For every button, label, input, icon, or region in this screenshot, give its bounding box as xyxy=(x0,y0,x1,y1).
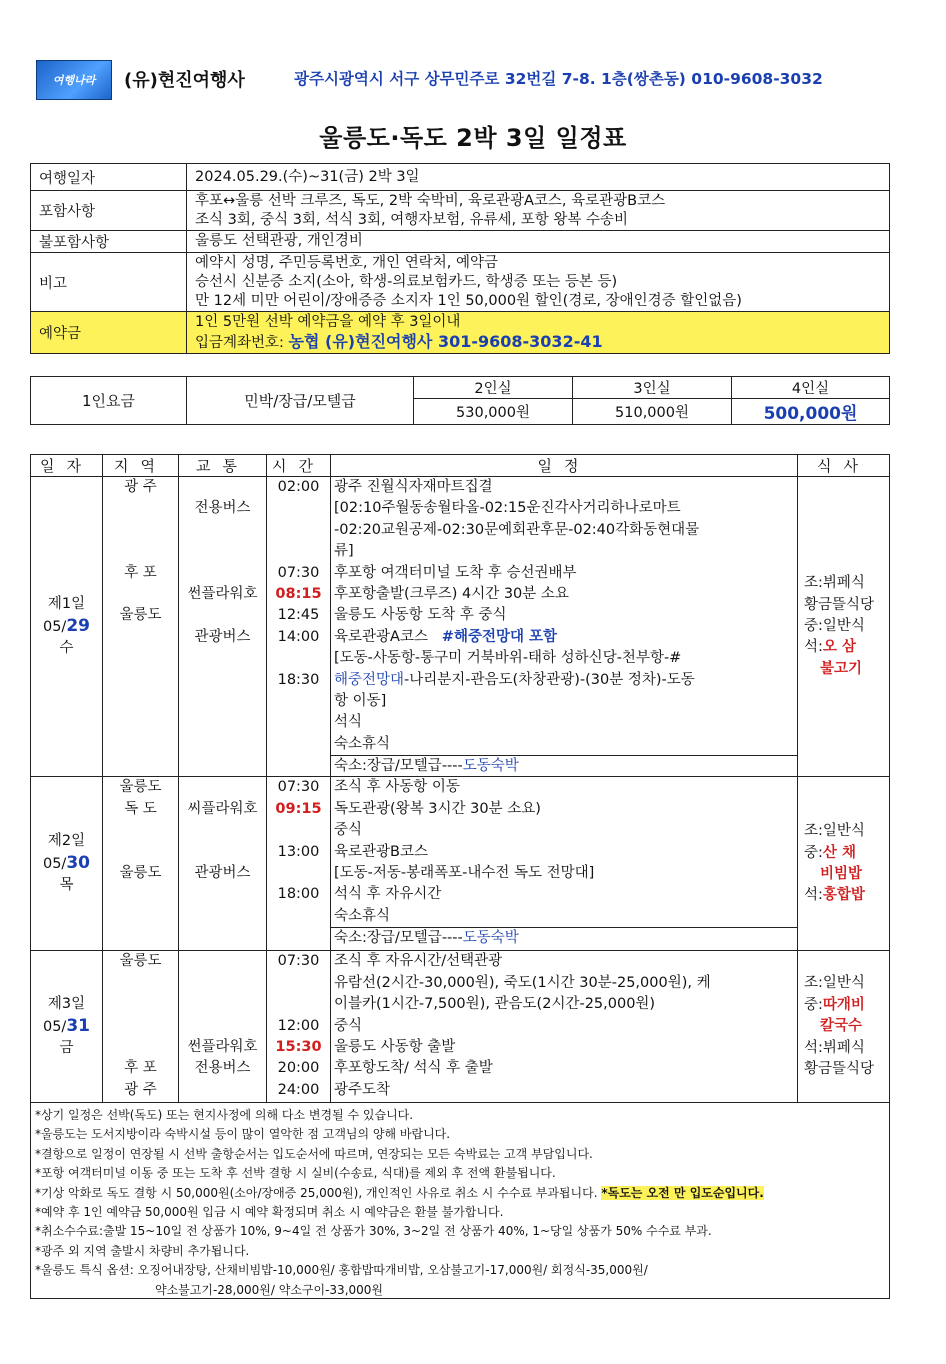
table-row-day1 xyxy=(31,477,890,777)
day2-times xyxy=(267,777,331,951)
itinerary-line: 이블카(1시간-7,500원), 관음도(2시간-25,000원) xyxy=(334,996,656,1013)
day2-regions xyxy=(103,777,179,951)
meal-special: 홍합밥 xyxy=(822,887,865,904)
room-2-price: 530,000원 xyxy=(414,399,573,425)
day2-date-value xyxy=(31,853,102,875)
itinerary-line: 울릉도 사동항 도착 후 중식 xyxy=(334,607,507,624)
meal-prefix: 석: xyxy=(804,639,823,656)
meal-special: 오 삼 xyxy=(822,639,856,656)
remarks-line: 예약시 성명, 주민등록번호, 개인 연락처, 예약금 xyxy=(195,254,499,271)
room-4-header: 4인실 xyxy=(732,377,890,399)
itinerary-line xyxy=(331,670,797,691)
note-line: *상기 일정은 선박(독도) 또는 현지사정에 의해 다소 변경될 수 있습니다. xyxy=(35,1108,414,1122)
region: 울릉도 xyxy=(119,953,162,970)
meal-special: 불고기 xyxy=(820,660,863,677)
included-label: 포함사항 xyxy=(31,191,187,231)
deposit-account-line xyxy=(195,332,889,353)
note-line: *예약 후 1인 예약금 50,000원 입금 시 예약 확정되며 취소 시 예약금은 환불 불가합니다. xyxy=(35,1205,504,1220)
note-line: *울릉도 특식 옵션: 오징어내장탕, 산채비빔밥-10,000원/ 홍합밥따개비밥, 오삼불고기-17,000원/ 회정식-35,000원/ xyxy=(35,1263,648,1278)
itinerary-line xyxy=(331,627,797,648)
lodging-place: 도동숙박 xyxy=(462,758,519,775)
company-logo xyxy=(36,60,112,100)
price-label: 1인요금 xyxy=(31,377,187,425)
itinerary-line: [도동-사동항-통구미 거북바위-태하 성하신당-천부항-# xyxy=(334,650,682,667)
region: 울릉도 xyxy=(119,779,162,796)
col-header-transport: 교통 xyxy=(179,455,267,477)
account-prefix: 입금계좌번호: xyxy=(195,334,289,351)
transport: 관광버스 xyxy=(194,865,251,882)
time: 07:30 xyxy=(277,953,320,970)
time: 18:00 xyxy=(277,886,320,903)
transport: 전용버스 xyxy=(194,1060,251,1077)
note-line: *결항으로 일정이 연장될 시 선박 출항순서는 입도순서에 따르며, 연장되는 모든 숙박료는 고객 부담입니다. xyxy=(35,1146,593,1161)
company-address: 광주시광역시 서구 상무민주로 32번길 7-8. 1층(쌍촌동) 010-9608-3032 xyxy=(294,70,823,88)
date-number: 30 xyxy=(66,852,90,873)
schedule-table xyxy=(30,454,890,1103)
meal: 조:일반식 xyxy=(804,975,865,992)
notes-box xyxy=(30,1103,890,1299)
room-3-header: 3인실 xyxy=(573,377,732,399)
itinerary-line: 숙소휴식 xyxy=(334,735,391,752)
meal-special: 따개비 xyxy=(822,996,865,1013)
time: 24:00 xyxy=(277,1081,320,1098)
course-highlight: #해중전망대 포함 xyxy=(441,628,558,645)
note-line xyxy=(35,1184,885,1203)
time: 08:15 xyxy=(275,585,322,602)
col-header-date: 일자 xyxy=(31,455,103,477)
remarks-line: 만 12세 미만 어린이/장애증증 소지자 1인 50,000원 할인(경로, 장애인경증 할인없음) xyxy=(195,292,742,309)
col-header-itinerary: 일정 xyxy=(331,455,798,477)
meal xyxy=(804,995,889,1016)
included-value xyxy=(187,191,890,231)
lodging-place: 도동숙박 xyxy=(462,930,519,947)
day2-weekday: 목 xyxy=(59,877,74,894)
date-number: 29 xyxy=(66,615,90,636)
course-rest: -나리분지-관음도(차창관광)-(30분 정차)-도동 xyxy=(404,671,695,688)
region: 후 포 xyxy=(124,1060,157,1077)
remarks-value xyxy=(187,253,890,312)
day3-date-value xyxy=(31,1016,102,1038)
meal-prefix: 석: xyxy=(804,887,823,904)
note-line: 약소불고기-28,000원/ 약소구이-33,000원 xyxy=(155,1282,384,1297)
course-highlight: 해중전망대 xyxy=(334,671,405,688)
info-table xyxy=(30,163,890,354)
time: 12:45 xyxy=(277,607,320,624)
time: 07:30 xyxy=(277,779,320,796)
included-line: 후포↔울릉 선박 크루즈, 독도, 2박 숙박비, 육로관광A코스, 육로관광B코스 xyxy=(195,192,666,209)
itinerary-line: 후포항출발(크루즈) 4시간 30분 소요 xyxy=(334,585,569,602)
meal: 황금뜰식당 xyxy=(804,1061,875,1078)
time: 20:00 xyxy=(277,1060,320,1077)
lodging-line xyxy=(331,755,797,776)
itinerary-line: 류] xyxy=(334,543,354,560)
date-prefix: 05/ xyxy=(42,618,67,635)
deposit-line: 1인 5만원 선박 예약금을 예약 후 3일이내 xyxy=(195,313,461,330)
table-row-day2 xyxy=(31,777,890,951)
day2-itinerary xyxy=(331,777,798,951)
note-text: *기상 악화로 독도 결항 시 50,000원(소아/장애증 25,000원), 개인적인 사유로 취소 시 수수료 부과됩니다. xyxy=(35,1185,602,1200)
col-header-time: 시간 xyxy=(267,455,331,477)
col-header-region: 지역 xyxy=(103,455,179,477)
itinerary-line: [도동-저동-봉래폭포-내수전 독도 전망대] xyxy=(334,865,595,882)
day2-date xyxy=(31,777,103,951)
included-line: 조식 3회, 중식 3회, 석식 3회, 여행자보험, 유류세, 포항 왕복 수송비 xyxy=(195,211,628,228)
itinerary-line: 조식 후 사동항 이동 xyxy=(334,779,460,796)
day2-meals xyxy=(798,777,890,951)
itinerary-line: 석식 후 자유시간 xyxy=(334,886,442,903)
day3-itinerary xyxy=(331,951,798,1103)
note-line: *취소수수료:출발 15~10일 전 상품가 10%, 9~4일 전 상품가 30%, 3~2일 전 상품가 40%, 1~당일 상품가 50% 수수료 부과. xyxy=(35,1224,712,1239)
transport: 씨플라워호 xyxy=(187,800,258,817)
time: 02:00 xyxy=(277,479,320,495)
note-highlight: *독도는 오전 만 입도순입니다. xyxy=(601,1185,764,1200)
col-header-meal: 식사 xyxy=(798,455,890,477)
day1-date-value xyxy=(31,616,102,638)
day3-weekday: 금 xyxy=(59,1040,74,1057)
deposit-value xyxy=(187,312,890,354)
region: 독 도 xyxy=(124,800,157,817)
meal-special: 칼국수 xyxy=(820,1018,863,1035)
room-2-header: 2인실 xyxy=(414,377,573,399)
day1-transport xyxy=(179,477,267,777)
day3-times xyxy=(267,951,331,1103)
time: 15:30 xyxy=(275,1039,322,1056)
day2-label: 제2일 xyxy=(47,833,86,850)
day1-date xyxy=(31,477,103,777)
itinerary-line: 후포항 여객터미널 도착 후 승선권배부 xyxy=(334,564,577,581)
transport: 썬플라워호 xyxy=(187,1039,258,1056)
day1-times xyxy=(267,477,331,777)
note-line: *울릉도는 도서지방이라 숙박시설 등이 많이 열악한 점 고객님의 양해 바랍니다. xyxy=(35,1127,451,1142)
course-name: 육로관광A코스 xyxy=(334,628,428,645)
itinerary-line: 항 이동] xyxy=(334,692,387,709)
excluded-label: 불포함사항 xyxy=(31,231,187,253)
itinerary-line: 광주도착 xyxy=(334,1081,391,1098)
region: 울릉도 xyxy=(119,607,162,624)
meal xyxy=(804,637,889,658)
itinerary-line: 숙소휴식 xyxy=(334,907,391,924)
itinerary-line: 울릉도 사동항 출발 xyxy=(334,1039,456,1056)
meal-special: 산 채 xyxy=(822,844,856,861)
day3-meals xyxy=(798,951,890,1103)
lodging-prefix: 숙소:장급/모텔급---- xyxy=(334,930,463,947)
lodging-prefix: 숙소:장급/모텔급---- xyxy=(334,758,463,775)
remarks-line: 승선시 신분증 소지(소아, 학생-의료보험카드, 학생증 또는 등본 등) xyxy=(195,273,618,290)
time: 12:00 xyxy=(277,1017,320,1034)
itinerary-line: 유람선(2시간-30,000원), 죽도(1시간 30분-25,000원), 케 xyxy=(334,974,711,991)
day3-regions xyxy=(103,951,179,1103)
time: 13:00 xyxy=(277,843,320,860)
meal: 중:일반식 xyxy=(804,618,865,635)
itinerary-line: 광주 진월식자재마트집결 xyxy=(334,479,493,495)
time: 14:00 xyxy=(277,628,320,645)
note-line: *포항 여객터미널 이동 중 또는 도착 후 선박 결항 시 실비(수송료, 식대)를 제외 후 전액 환불됩니다. xyxy=(35,1166,556,1181)
lodging-line xyxy=(331,927,797,948)
lodging-type: 민박/장급/모텔급 xyxy=(187,377,414,425)
day3-transport xyxy=(179,951,267,1103)
itinerary-line: 조식 후 자유시간/선택관광 xyxy=(334,953,503,970)
meal xyxy=(804,843,889,864)
date-value: 2024.05.29.(수)~31(금) 2박 3일 xyxy=(187,164,890,191)
time: 09:15 xyxy=(275,800,322,817)
room-4-price: 500,000원 xyxy=(732,399,890,425)
transport: 전용버스 xyxy=(194,500,251,517)
transport: 관광버스 xyxy=(194,628,251,645)
note-line: *광주 외 지역 출발시 차량비 추가됩니다. xyxy=(35,1243,250,1258)
date-prefix: 05/ xyxy=(42,1018,67,1035)
itinerary-line: 중식 xyxy=(334,822,363,839)
itinerary-line: 중식 xyxy=(334,1017,363,1034)
excluded-value: 울릉도 선택관광, 개인경비 xyxy=(187,231,890,253)
day3-date xyxy=(31,951,103,1103)
time: 18:30 xyxy=(277,671,320,688)
meal-prefix: 중: xyxy=(804,844,823,861)
region: 울릉도 xyxy=(119,865,162,882)
day1-label: 제1일 xyxy=(47,596,86,613)
meal: 조:일반식 xyxy=(804,823,865,840)
date-label: 여행일자 xyxy=(31,164,187,191)
meal: 황금뜰식당 xyxy=(804,596,875,613)
deposit-label: 예약금 xyxy=(31,312,187,354)
itinerary-line: -02:20교원공제-02:30문예회관후문-02:40각화동현대물 xyxy=(334,521,700,538)
day1-weekday: 수 xyxy=(59,639,74,656)
itinerary-line: 육로관광B코스 xyxy=(334,843,428,860)
day2-transport xyxy=(179,777,267,951)
room-3-price: 510,000원 xyxy=(573,399,732,425)
header xyxy=(36,60,896,100)
region: 광 주 xyxy=(124,479,157,495)
region: 광 주 xyxy=(124,1081,157,1098)
bank-account: 농협 (유)현진여행사 301-9608-3032-41 xyxy=(288,331,603,351)
table-row-day3 xyxy=(31,951,890,1103)
logo-text: 여행나라 xyxy=(52,74,96,87)
meal xyxy=(804,885,889,906)
itinerary-line: 독도관광(왕복 3시간 30분 소요) xyxy=(334,800,541,817)
date-number: 31 xyxy=(66,1015,90,1036)
meal: 석:뷔페식 xyxy=(804,1039,865,1056)
meal-special: 비빔밥 xyxy=(820,865,863,882)
itinerary-line: 석식 xyxy=(334,714,363,731)
meal: 조:뷔페식 xyxy=(804,575,865,592)
price-table xyxy=(30,376,890,425)
meal-prefix: 중: xyxy=(804,996,823,1013)
region: 후 포 xyxy=(124,564,157,581)
itinerary-line: 후포항도착/ 석식 후 출발 xyxy=(334,1060,493,1077)
day3-label: 제3일 xyxy=(47,996,86,1013)
transport: 썬플라워호 xyxy=(187,585,258,602)
company-name: (유)현진여행사 xyxy=(124,70,245,91)
page-title: 울릉도·독도 2박 3일 일정표 xyxy=(319,124,627,152)
day1-regions xyxy=(103,477,179,777)
itinerary-line: [02:10주월동송월타올-02:15운진각사거리하나로마트 xyxy=(334,500,681,517)
remarks-label: 비고 xyxy=(31,253,187,312)
day1-meals xyxy=(798,477,890,777)
date-prefix: 05/ xyxy=(42,855,67,872)
day1-itinerary xyxy=(331,477,798,777)
time: 07:30 xyxy=(277,564,320,581)
